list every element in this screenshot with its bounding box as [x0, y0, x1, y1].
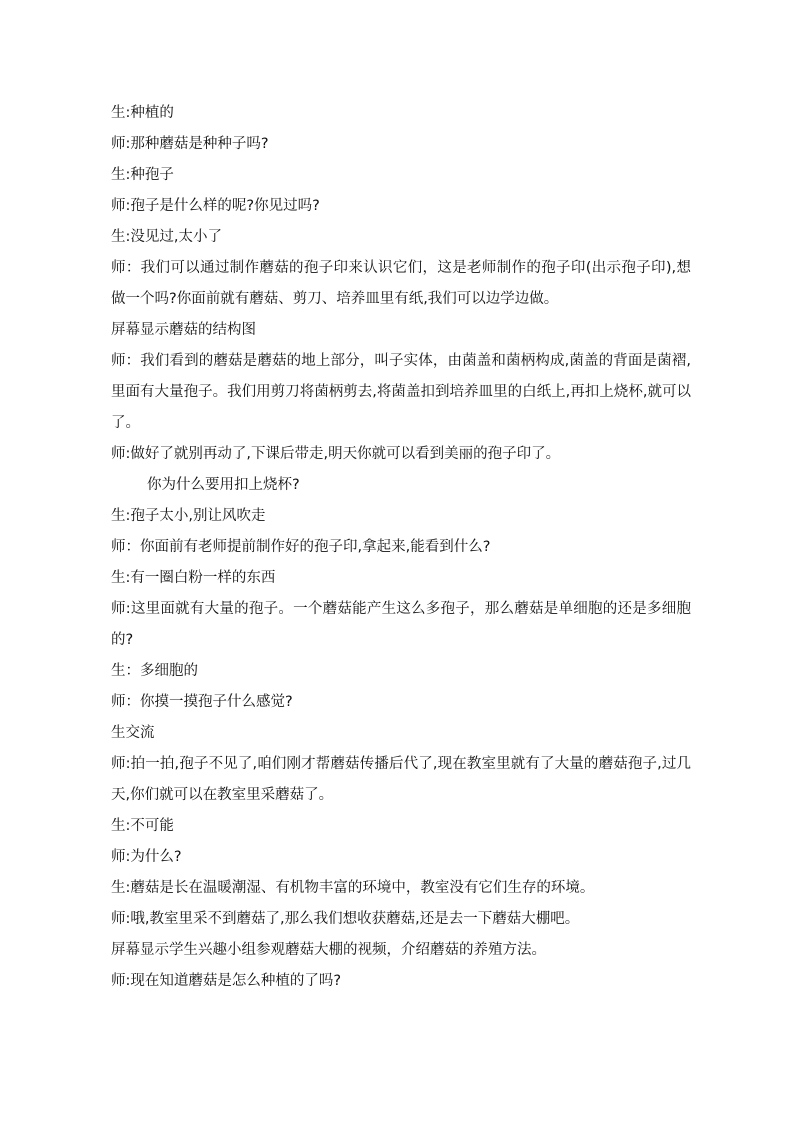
- dialogue-paragraph: 师：你面前有老师提前制作好的孢子印,拿起来,能看到什么?: [111, 539, 491, 555]
- dialogue-paragraph: 你为什么要用扣上烧杯?: [147, 477, 300, 493]
- dialogue-paragraph: 师:现在知道蘑菇是怎么种植的了吗?: [111, 973, 342, 989]
- dialogue-paragraph: 师:这里面就有大量的孢子。一个蘑菇能产生这么多孢子，那么蘑菇是单细胞的还是多细胞的?: [111, 601, 691, 648]
- dialogue-paragraph: 师：我们可以通过制作蘑菇的孢子印来认识它们，这是老师制作的孢子印(出示孢子印),想做一个吗?你面前就有蘑菇、剪刀、培养皿里有纸,我们可以边学边做。: [111, 260, 691, 307]
- dialogue-paragraph: 生:蘑菇是长在温暖潮湿、有机物丰富的环境中，教室没有它们生存的环境。: [111, 880, 595, 896]
- dialogue-paragraph: 生:种植的: [111, 105, 174, 121]
- dialogue-paragraph: 师：我们看到的蘑菇是蘑菇的地上部分，叫子实体，由菌盖和菌柄构成,菌盖的背面是菌褶,里面有大量孢子。我们用剪刀将菌柄剪去,将菌盖扣到培养皿里的白纸上,再扣上烧杯,就可以了。: [111, 353, 691, 431]
- dialogue-paragraph: 屏幕显示学生兴趣小组参观蘑菇大棚的视频，介绍蘑菇的养殖方法。: [111, 942, 546, 958]
- dialogue-paragraph: 生:不可能: [111, 818, 174, 834]
- dialogue-paragraph: 生交流: [111, 725, 155, 741]
- dialogue-paragraph: 生:有一圈白粉一样的东西: [111, 570, 276, 586]
- dialogue-paragraph: 生：多细胞的: [111, 663, 198, 679]
- dialogue-paragraph: 师:孢子是什么样的呢?你见过吗?: [111, 198, 320, 214]
- dialogue-paragraph: 屏幕显示蘑菇的结构图: [111, 322, 256, 338]
- dialogue-paragraph: 师:拍一拍,孢子不见了,咱们刚才帮蘑菇传播后代了,现在教室里就有了大量的蘑菇孢子,过几天,你们就可以在教室里采蘑菇了。: [111, 756, 691, 803]
- document-body: [111, 98, 691, 997]
- dialogue-paragraph: 师:那种蘑菇是种种子吗?: [111, 136, 269, 152]
- dialogue-paragraph: 师:做好了就别再动了,下课后带走,明天你就可以看到美丽的孢子印了。: [111, 446, 561, 462]
- dialogue-paragraph: 师:哦,教室里采不到蘑菇了,那么我们想收获蘑菇,还是去一下蘑菇大棚吧。: [111, 911, 580, 927]
- dialogue-paragraph: 师:为什么?: [111, 849, 182, 865]
- dialogue-paragraph: 生:种孢子: [111, 167, 174, 183]
- dialogue-paragraph: 生:孢子太小,别让风吹走: [111, 508, 266, 524]
- dialogue-paragraph: 生:没见过,太小了: [111, 229, 222, 245]
- dialogue-paragraph: 师：你摸一摸孢子什么感觉?: [111, 694, 293, 710]
